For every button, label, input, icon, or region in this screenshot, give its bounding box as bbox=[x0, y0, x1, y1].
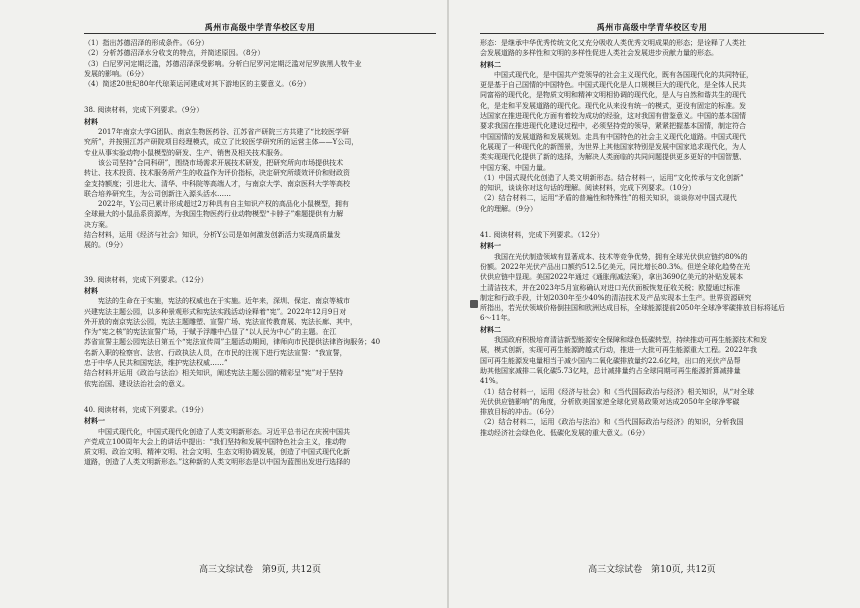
text-line: 41%。 bbox=[480, 377, 503, 386]
spacer bbox=[84, 251, 436, 271]
text-line: 中国方案、中国力量。 bbox=[480, 163, 550, 172]
text-line: （1）中国式现代化创造了人类文明新形态。结合材料一，运用“文化传承与文化创新” bbox=[480, 173, 744, 182]
text-line: 形态：是继承中华优秀传统文化又充分吸收人类优秀文明成果的形态；是诠释了人类社 bbox=[480, 39, 746, 47]
text-line: （4）简述20世纪80年代琼莱运河建成对其下游地区的主要意义。（6分） bbox=[84, 80, 311, 89]
text-line: 制定和行政手段，计划2030年至少40%的清洁技术及产品实现本土生产。世界资源研究 bbox=[480, 293, 752, 302]
text-line: 化的理解。（9分） bbox=[480, 204, 537, 213]
question-heading: 40. 阅读材料，完成下列要求。（19分） bbox=[84, 405, 208, 414]
text-line: 光伏供应链影响”的角度，分析欧美国家逆全球化贸易政策对达成2050年全球净零碳 bbox=[480, 397, 740, 406]
text-line: 化展现了一种现代化的新图景，为世界上其他国家特别是发展中国家追求现代化，为人 bbox=[480, 142, 746, 151]
spacer bbox=[84, 389, 436, 401]
text-line: 土清洁技术，并在2023年5月宣称确认对进口光伏面板恢复征收关税；欧盟通过标准 bbox=[480, 283, 741, 292]
text-line: 结合材料并运用《政治与法治》相关知识，阐述宪法主题公园的精彩呈“宪”对于坚持 bbox=[84, 369, 344, 378]
header-rule bbox=[480, 33, 824, 34]
text-line: 结合材料，运用《经济与社会》知识，分析Y公司是如何激发创新活力实现高质量发 bbox=[84, 231, 341, 240]
text-line: 兴建宪法主题公园，以多种景观形式和宪法实践活动诠释着“宪”。2022年12月9日对 bbox=[84, 307, 347, 316]
text-line: 展，模式创新，实现可再生能源跨越式行动，推进一大批可再生能源重大工程。2022年我 bbox=[480, 346, 757, 355]
text-line: 会发展道路的多样性和文明的多样性促进人类社会发展进步贡献力量的形态。 bbox=[480, 49, 718, 58]
text-line: 质文明、政治文明、精神文明、社会文明、生态文明协调发展，创造了中国式现代化新 bbox=[84, 448, 350, 457]
text-line: 2017年南京大学G团队、南京生物医药谷、江苏省产研院三方共建了“比较医学研 bbox=[98, 128, 349, 137]
material-label: 材料一 bbox=[84, 416, 105, 426]
text-line: （1）结合材料一，运用《经济与社会》和《当代国际政治与经济》相关知识，从“对全球 bbox=[480, 387, 755, 396]
text-line: 份额。2022年光伏产品出口额约512.5亿美元，同比增长80.3%。但逆全球化趋势在光 bbox=[480, 262, 751, 271]
spacer bbox=[84, 89, 436, 101]
text-line: 2022年，Y公司已累计形成超过2万种具有自主知识产权的高品化小鼠模型，拥有 bbox=[98, 200, 349, 209]
material-label: 材料 bbox=[84, 285, 98, 295]
text-line: 专业从事实验动物小鼠模型的研发、生产、销售及相关技术服务。 bbox=[84, 148, 287, 157]
text-line: 联合培养研究生，为公司创新注入源头活水…… bbox=[84, 189, 231, 198]
text-line: 宪法的生命在于实施，宪法的权威也在于实施。近年来，深圳、保定、南京等城市 bbox=[98, 297, 350, 306]
question-heading: 41. 阅读材料，完成下列要求。（12分） bbox=[480, 231, 604, 240]
page-header: 禹州市高级中学青华校区专用 bbox=[204, 22, 316, 32]
text-line: 达国家在推进现代化方面有着较为成功的经验，这对我国有借鉴意义。中国的基本国情 bbox=[480, 112, 746, 121]
page-content bbox=[84, 38, 436, 468]
text-line: 化，是走和平发展道路的现代化。现代化从来没有统一的模式，更没有固定的标准。发 bbox=[480, 101, 746, 110]
text-line: 我国在光伏制造领域有显著成本、技术等竞争优势，拥有全球光伏供应链约80%的 bbox=[494, 252, 748, 261]
text-line: 的知识，谈谈你对这句话的理解。阅读材料，完成下列要求。（10分） bbox=[480, 184, 696, 193]
text-line: 中国式现代化，中国式现代化创造了人类文明新形态。习近平总书记在庆祝中国共 bbox=[98, 427, 350, 436]
material-label: 材料 bbox=[84, 116, 98, 126]
text-line: 外开放的南京宪法公园，宪法主题雕塑、宣誓广场、宪法宣传教育展、宪法长廊、其中， bbox=[84, 317, 357, 326]
text-line: 中国国情的发展道路和发展规划。走具有中国特色的社会主义现代化道路。中国式现代 bbox=[480, 132, 746, 141]
material-label: 材料二 bbox=[480, 324, 501, 334]
question-heading: 39. 阅读材料，完成下列要求。（12分） bbox=[84, 275, 208, 284]
binding-mark bbox=[470, 300, 478, 308]
text-line: 更是基于自己国情的中国特色。中国式现代化是人口规模巨大的现代化，是全体人民共 bbox=[480, 81, 746, 90]
text-line: 发展的影响。（6分） bbox=[84, 69, 148, 78]
text-line: 该公司坚持“合同科研”，围绕市场需求开展技术研发，把研究所向市场提供技术 bbox=[98, 158, 344, 167]
text-line: （1）指出苏德沼泽的形成条件。（6分） bbox=[84, 39, 209, 47]
text-line: 全球最大的小鼠品系资源库，为我国生物医药行业动物模型“卡脖子”难题提供有力解 bbox=[84, 210, 344, 219]
page-right bbox=[480, 0, 824, 608]
material-label: 材料二 bbox=[480, 59, 501, 69]
text-line: 6～11年。 bbox=[480, 314, 515, 323]
text-line: 中国式现代化，是中国共产党领导的社会主义现代化，既有各国现代化的共同特征， bbox=[494, 70, 753, 79]
text-line: 同富裕的现代化，是物质文明和精神文明相协调的现代化，是人与自然和谐共生的现代 bbox=[480, 91, 746, 100]
text-line: （2）结合材料二，运用“矛盾的普遍性和特殊性”的相关知识，谈谈你对中国式现代 bbox=[480, 194, 737, 203]
text-line: 金支持额度；引进北大、清华、中科院等高端人才，与南京大学、南京医科大学等高校 bbox=[84, 179, 350, 188]
text-line: 作为“宪之核”的宪法宣誓广场，于赋予浮雕中凸显了“以人民为中心”的主题。在江 bbox=[84, 328, 337, 337]
text-line: 推动经济社会绿色化、低碳化发展的重大意义。（6分） bbox=[480, 428, 649, 437]
text-line: （3）白尼罗河定期泛滥，苏德沼泽深受影响。分析白尼罗河定期泛滥对尼罗族黑人牧牛业 bbox=[84, 59, 362, 68]
text-line: （2）结合材料二，运用《政治与法治》和《当代国际政治与经济》的知识，分析我国 bbox=[480, 418, 744, 427]
header-rule bbox=[84, 33, 436, 34]
page-fold bbox=[447, 0, 449, 608]
text-line: 伏供应链中显现。美国2022年通过《通胀削减法案》，拿出3690亿美元的补贴发展本 bbox=[480, 273, 744, 282]
page-footer: 高三文综试卷 第10页, 共12页 bbox=[588, 565, 716, 575]
page-header: 禹州市高级中学青华校区专用 bbox=[596, 22, 708, 32]
text-line: 展的。（9分） bbox=[84, 241, 127, 250]
text-line: 依宪治国、建设法治社会的意义。 bbox=[84, 379, 189, 388]
text-line: 我国政府积极培育清洁新型能源安全保障和绿色低碳转型，持续推动可再生能源技术和发 bbox=[494, 336, 767, 345]
text-line: 类实现现代化提供了新的选择，为解决人类面临的共同问题提供更多更好的中国智慧、 bbox=[480, 153, 746, 162]
text-line: 忠于中华人民共和国宪法，维护宪法权威……” bbox=[84, 359, 228, 368]
text-line: 助其他国家减排二氧化碳5.73亿吨，总计减排量约占全球同期可再生能源折算减排量 bbox=[480, 366, 741, 375]
text-line: 道路，创造了人类文明新形态。”这种新的人类文明形态是以中国为蓝图出发进行选择的 bbox=[84, 458, 351, 467]
spacer bbox=[480, 214, 824, 226]
text-line: 所指出，若光伏领域价格倒挂国和欧洲达成目标，全球能源提前2050年全球净零碳排放目标将延后 bbox=[480, 304, 785, 313]
text-line: （2）分析苏德沼泽水分收支的特点，并简述原因。（8分） bbox=[84, 49, 265, 58]
text-line: 决方案。 bbox=[84, 220, 112, 229]
question-heading: 38. 阅读材料，完成下列要求。（9分） bbox=[84, 106, 204, 115]
text-line: 要求我国在推进现代化建设过程中，必须坚持党的领导，紧紧把握基本国情，制定符合 bbox=[480, 122, 746, 131]
page-content bbox=[480, 38, 824, 438]
page-left bbox=[84, 0, 436, 608]
text-line: 转让、技术投资、技术服务所产生的收益作为评价指标，决定研究所绩效评价和财政资 bbox=[84, 169, 350, 178]
text-line: 苏省宣誓主题公园宪法日第五个“宪法宣传周”主题活动期间，律师向市民提供法律咨询服务；40 bbox=[84, 338, 381, 347]
text-line: 究所”，并按照江苏产研院项目经理模式，成立了比较医学研究所的运营主体——Y公司， bbox=[84, 138, 359, 147]
text-line: 名新入职的检察官、法官、行政执法人员，在市民的注视下进行宪法宣誓：“我宣誓， bbox=[84, 348, 347, 357]
text-line: 排放目标的冲击。（6分） bbox=[480, 408, 558, 417]
material-label: 材料一 bbox=[480, 241, 501, 251]
page-footer: 高三文综试卷 第9页, 共12页 bbox=[199, 565, 321, 575]
text-line: 国可再生能源发电量相当于减少国内二氧化碳排放量约22.6亿吨，出口的光伏产品帮 bbox=[480, 356, 741, 365]
text-line: 产党成立100周年大会上的讲话中提出：“我们坚持和发展中国特色社会主义，推动物 bbox=[84, 437, 346, 446]
